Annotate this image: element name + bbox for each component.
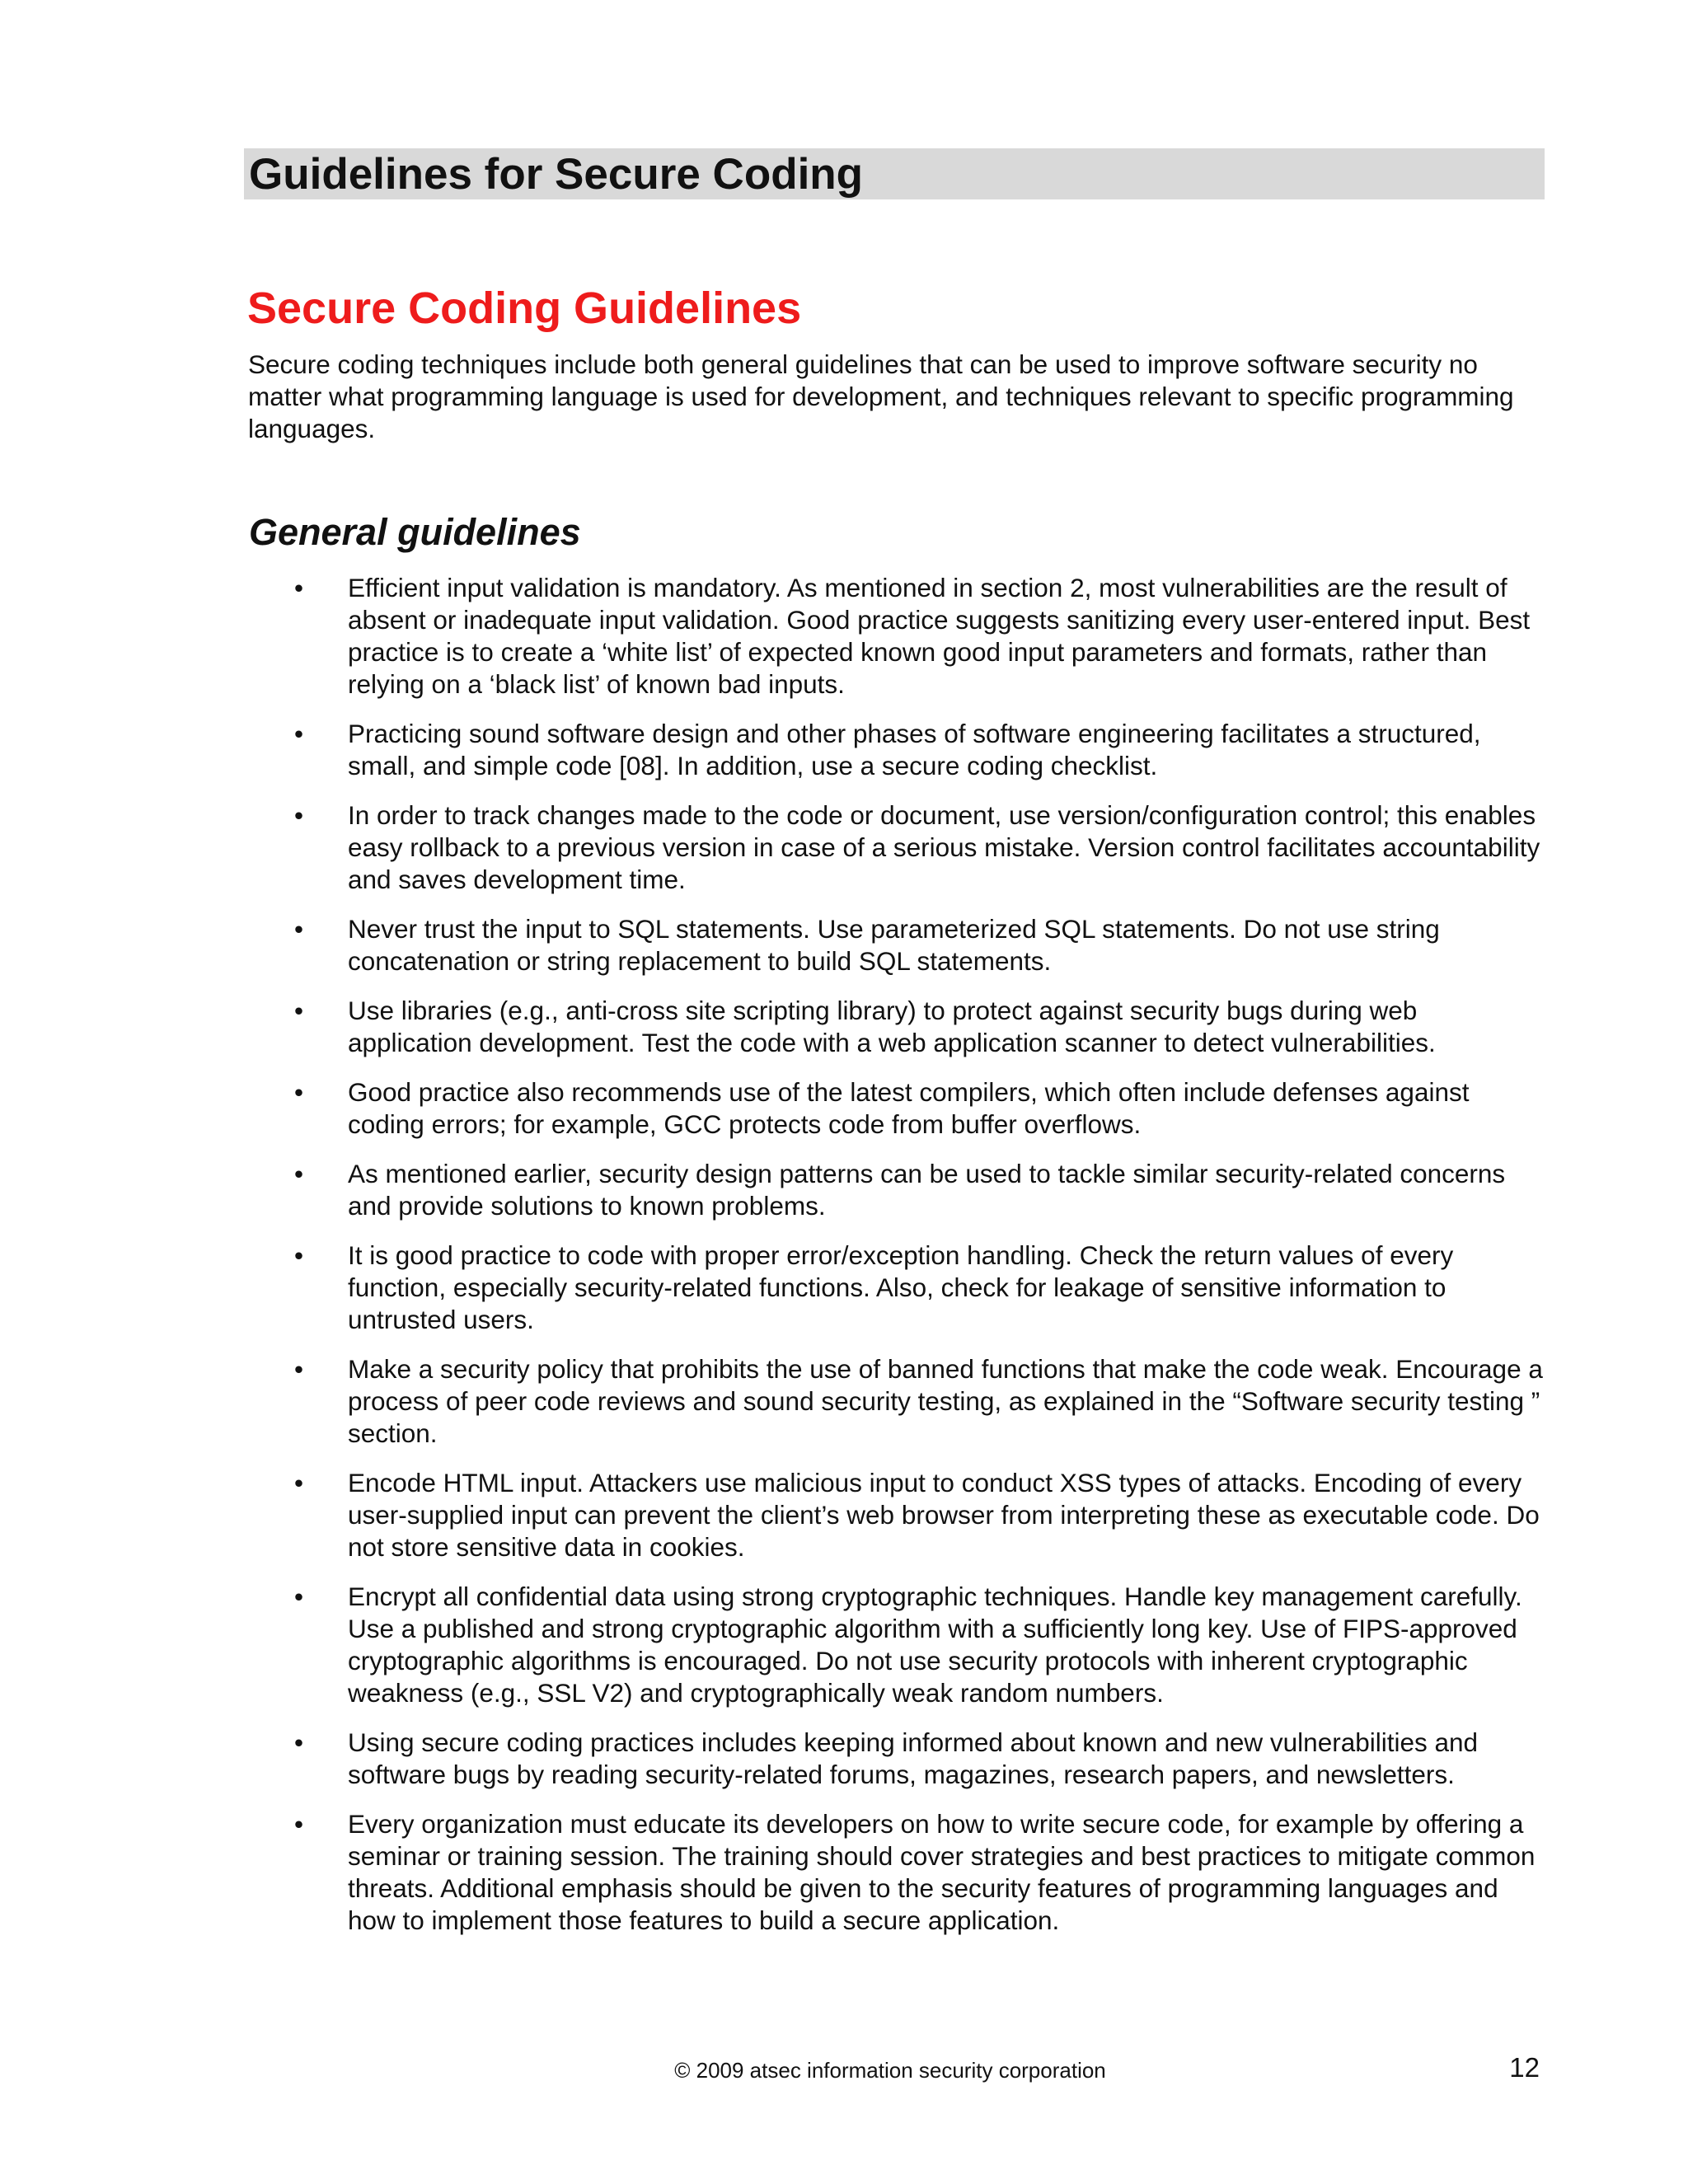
bullet-icon: • — [294, 573, 304, 602]
bullet-icon: • — [294, 1077, 304, 1107]
guideline-text: Every organization must educate its developers on how to write secure code, for example by offering a seminar or training session. The training should cover strategies and best practices to mitigate common threats. Additional emphasis should be given to the security features of programming languages and how to implement those features to build a secure application. — [348, 1809, 1536, 1935]
bullet-icon: • — [294, 1809, 304, 1839]
guideline-item — [247, 1240, 1545, 1336]
subsection-title: General guidelines — [249, 511, 581, 553]
guideline-item — [247, 1158, 1545, 1222]
footer-copyright: © 2009 atsec information security corporation — [674, 2058, 1106, 2083]
guideline-text: Good practice also recommends use of the latest compilers, which often include defenses against coding errors; for example, GCC protects code from buffer overflows. — [348, 1077, 1470, 1139]
general-guidelines-list — [247, 572, 1545, 1954]
bullet-icon: • — [294, 1240, 304, 1270]
chapter-title: Guidelines for Secure Coding — [249, 150, 864, 199]
guideline-text: Use libraries (e.g., anti-cross site scripting library) to protect against security bugs during web application development. Test the code with a web application scanner to detect vulnerabilities. — [348, 996, 1436, 1057]
bullet-icon: • — [294, 1354, 304, 1384]
bullet-icon: • — [294, 719, 304, 748]
bullet-icon: • — [294, 1468, 304, 1497]
guideline-text: As mentioned earlier, security design patterns can be used to tackle similar security-related concerns and provide solutions to known problems. — [348, 1159, 1506, 1221]
bullet-icon: • — [294, 1159, 304, 1188]
guideline-item — [247, 1727, 1545, 1791]
guideline-item — [247, 718, 1545, 782]
guideline-text: Using secure coding practices includes keeping informed about known and new vulnerabilities and software bugs by reading security-related forums, magazines, research papers, and newsletters. — [348, 1727, 1479, 1789]
guideline-item — [247, 1808, 1545, 1937]
page-number: 12 — [1509, 2052, 1540, 2083]
guideline-item — [247, 1353, 1545, 1450]
guideline-text: Practicing sound software design and other phases of software engineering facilitates a structured, small, and simple code [08]. In addition, use a secure coding checklist. — [348, 719, 1481, 780]
section-title: Secure Coding Guidelines — [247, 284, 802, 333]
guideline-item — [247, 995, 1545, 1059]
guideline-text: It is good practice to code with proper error/exception handling. Check the return values of every function, especially security-related functions. Also, check for leakage of sensitive information to untrusted users. — [348, 1240, 1454, 1334]
guideline-text: In order to track changes made to the code or document, use version/configuration control; this enables easy rollback to a previous version in case of a serious mistake. Version control facilitates accountability and saves development time. — [348, 800, 1540, 894]
bullet-icon: • — [294, 1727, 304, 1757]
bullet-icon: • — [294, 800, 304, 830]
guideline-item — [247, 1076, 1545, 1141]
guideline-item — [247, 913, 1545, 977]
guideline-item — [247, 1581, 1545, 1709]
bullet-icon: • — [294, 1582, 304, 1611]
guideline-item — [247, 1467, 1545, 1563]
bullet-icon: • — [294, 914, 304, 944]
guideline-text: Efficient input validation is mandatory. As mentioned in section 2, most vulnerabilities are the result of absent or inadequate input validation. Good practice suggests sanitizing every user-entered input. Best practice is to create a ‘white list’ of expected known good input parameters and formats, rather than relying on a ‘black list’ of known bad inputs. — [348, 573, 1531, 699]
guideline-text: Make a security policy that prohibits the use of banned functions that make the code weak. Encourage a process of peer code reviews and sound security testing, as explained in the “Software security testing ” section. — [348, 1354, 1543, 1448]
section-intro-paragraph: Secure coding techniques include both general guidelines that can be used to improve software security no matter what programming language is used for development, and techniques relevant to specific programming languages. — [248, 349, 1514, 443]
guideline-text: Encrypt all confidential data using strong cryptographic techniques. Handle key management carefully. Use a published and strong cryptographic algorithm with a sufficiently long key. Use of FIPS-approved cryptographic algorithms is encouraged. Do not use security protocols with inherent cryptographic weakness (e.g., SSL V2) and cryptographically weak random numbers. — [348, 1582, 1522, 1708]
bullet-icon: • — [294, 996, 304, 1025]
guideline-text: Never trust the input to SQL statements. Use parameterized SQL statements. Do not use string concatenation or string replacement to build SQL statements. — [348, 914, 1440, 976]
guideline-item — [247, 572, 1545, 701]
guideline-text: Encode HTML input. Attackers use malicious input to conduct XSS types of attacks. Encoding of every user-supplied input can prevent the client’s web browser from interpreting these as executable code. Do not store sensitive data in cookies. — [348, 1468, 1540, 1562]
guideline-item — [247, 799, 1545, 896]
